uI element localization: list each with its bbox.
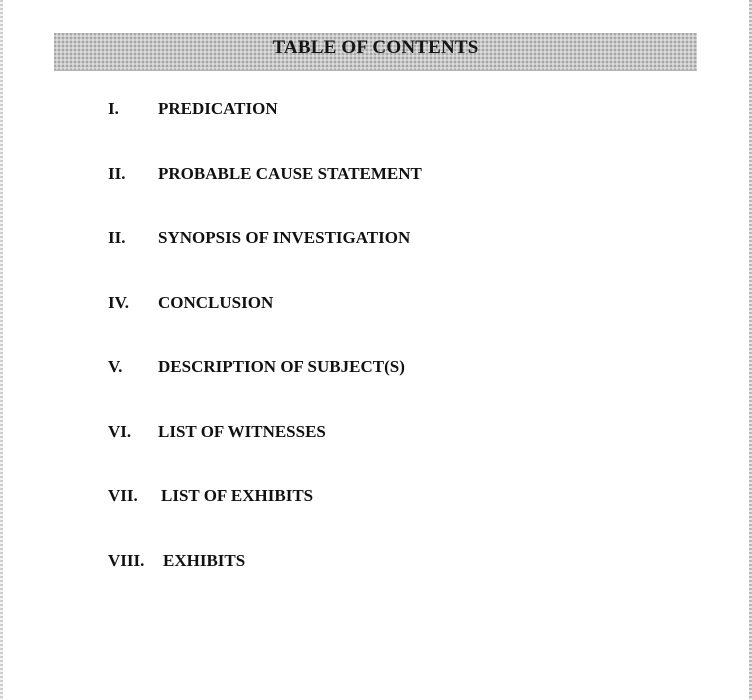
toc-entry-number: II. [108, 228, 126, 247]
toc-list [108, 96, 422, 612]
toc-entry-number: VI. [108, 421, 132, 441]
toc-title: TABLE OF CONTENTS [272, 37, 479, 58]
toc-entry-label: LIST OF EXHIBITS [161, 486, 314, 505]
toc-entry-number: VII. [108, 486, 138, 505]
toc-entry-list-of-witnesses [108, 419, 422, 484]
toc-entry-number: II. [108, 163, 126, 183]
toc-entry-conclusion [108, 290, 422, 355]
toc-entry-label: EXHIBITS [163, 550, 246, 570]
toc-entry-synopsis-of-investigation [108, 225, 422, 290]
toc-entry-label: PREDICATION [158, 99, 278, 118]
toc-entry-description-of-subjects [108, 354, 422, 419]
toc-entry-number: VIII. [108, 550, 145, 570]
toc-entry-label: LIST OF WITNESSES [158, 421, 326, 441]
toc-header-bar [54, 33, 697, 71]
toc-entry-exhibits [108, 548, 422, 613]
toc-entry-number: IV. [108, 292, 129, 312]
toc-entry-label: DESCRIPTION OF SUBJECT(S) [158, 357, 405, 376]
toc-entry-label: SYNOPSIS OF INVESTIGATION [158, 228, 411, 247]
toc-entry-list-of-exhibits [108, 483, 422, 548]
toc-entry-number: V. [108, 357, 123, 376]
toc-entry-label: PROBABLE CAUSE STATEMENT [158, 163, 422, 183]
toc-entry-number: I. [108, 99, 119, 118]
toc-entry-predication [108, 96, 422, 161]
page-edge-left [0, 0, 3, 700]
toc-entry-probable-cause-statement [108, 161, 422, 226]
toc-entry-label: CONCLUSION [158, 292, 274, 312]
